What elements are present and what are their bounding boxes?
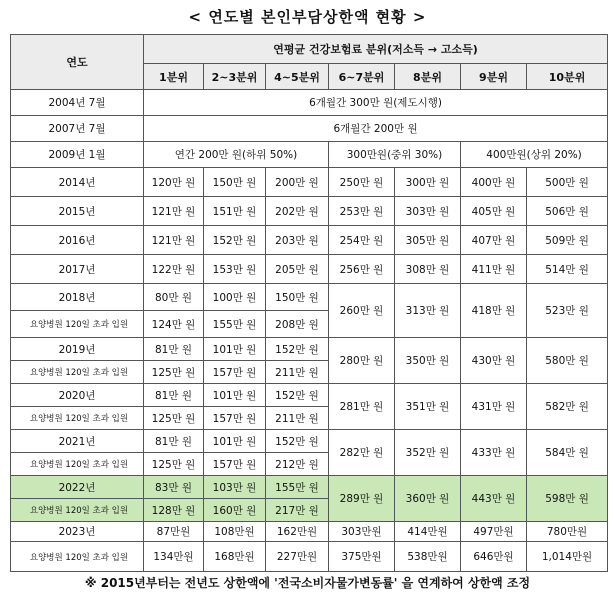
value-cell: 580만 원 [527,338,608,384]
value-cell: 151만 원 [204,197,266,226]
value-cell: 351만 원 [395,384,461,430]
value-cell: 100만 원 [204,284,266,311]
year-cell: 2009년 1월 [11,142,144,168]
value-cell: 303만 원 [395,197,461,226]
sub-label: 요양병원 120일 초과 입원 [29,552,129,563]
value-cell: 405만 원 [461,197,527,226]
value-cell: 208만 원 [266,311,329,338]
ceiling-table [10,34,608,572]
value-cell: 83만 원 [144,476,204,499]
value-cell: 157만 원 [204,407,266,430]
value-cell: 407만 원 [461,226,527,255]
value-cell: 152만 원 [266,384,329,407]
value-cell: 281만 원 [329,384,395,430]
table-row [11,197,608,226]
value-cell: 162만원 [266,522,329,542]
value-cell: 260만 원 [329,284,395,338]
value-cell: 81만 원 [144,384,204,407]
value-cell: 443만 원 [461,476,527,522]
value-cell: 122만 원 [144,255,204,284]
year-cell: 2020년 [11,384,144,407]
value-cell: 305만 원 [395,226,461,255]
table-row [11,168,608,197]
value-cell: 300만 원 [395,168,461,197]
value-cell: 152만 원 [266,430,329,453]
value-cell: 121만 원 [144,226,204,255]
value-cell: 160만 원 [204,499,266,522]
value-cell: 500만 원 [527,168,608,197]
value-cell: 598만 원 [527,476,608,522]
year-cell: 2007년 7월 [11,116,144,142]
table-row [11,338,608,361]
value-cell: 254만 원 [329,226,395,255]
value-cell: 211만 원 [266,361,329,384]
year-cell: 2017년 [11,255,144,284]
page-title: < 연도별 본인부담상한액 현황 > [188,8,427,26]
col-header: 2~3분위 [204,64,266,90]
value-cell: 646만원 [461,542,527,572]
col-header: 8분위 [395,64,461,90]
year-cell: 2014년 [11,168,144,197]
value-cell: 538만원 [395,542,461,572]
value-cell: 125만 원 [144,361,204,384]
table-row [11,142,608,168]
value-cell: 120만 원 [144,168,204,197]
value-cell: 80만 원 [144,284,204,311]
table-row [11,226,608,255]
value-cell: 108만원 [204,522,266,542]
year-cell: 2023년 [11,522,144,542]
value-cell: 128만 원 [144,499,204,522]
value-cell: 509만 원 [527,226,608,255]
year-cell: 2019년 [11,338,144,361]
value-cell: 134만원 [144,542,204,572]
value-cell: 289만 원 [329,476,395,522]
value-cell: 217만 원 [266,499,329,522]
value-cell: 6개월간 200만 원 [144,116,608,142]
sub-label-cell [11,407,144,430]
value-cell: 125만 원 [144,453,204,476]
value-cell: 153만 원 [204,255,266,284]
value-cell: 6개월간 300만 원(제도시행) [144,90,608,116]
year-header: 연도 [11,35,144,90]
col-header: 1분위 [144,64,204,90]
value-cell: 연간 200만 원(하위 50%) [144,142,329,168]
value-cell: 157만 원 [204,453,266,476]
value-cell: 205만 원 [266,255,329,284]
table-row [11,90,608,116]
sub-label: 요양병원 120일 초과 입원 [29,506,129,516]
decile-group-header: 연평균 건강보험료 분위(저소득 → 고소득) [144,35,608,64]
table-row [11,522,608,542]
value-cell: 400만 원 [461,168,527,197]
table-row [11,542,608,572]
value-cell: 375만원 [329,542,395,572]
value-cell: 101만 원 [204,384,266,407]
value-cell: 1,014만원 [527,542,608,572]
value-cell: 414만원 [395,522,461,542]
col-header: 6~7분위 [329,64,395,90]
value-cell: 150만 원 [204,168,266,197]
value-cell: 253만 원 [329,197,395,226]
value-cell: 81만 원 [144,430,204,453]
value-cell: 300만원(중위 30%) [329,142,461,168]
value-cell: 200만 원 [266,168,329,197]
table-row [11,476,608,499]
year-cell: 2022년 [11,476,144,499]
value-cell: 418만 원 [461,284,527,338]
value-cell: 400만원(상위 20%) [461,142,608,168]
value-cell: 101만 원 [204,430,266,453]
sub-label-cell [11,499,144,522]
value-cell: 81만 원 [144,338,204,361]
value-cell: 313만 원 [395,284,461,338]
value-cell: 121만 원 [144,197,204,226]
value-cell: 203만 원 [266,226,329,255]
value-cell: 506만 원 [527,197,608,226]
year-cell: 2004년 7월 [11,90,144,116]
sub-label: 요양병원 120일 초과 입원 [29,460,129,470]
col-header: 9분위 [461,64,527,90]
value-cell: 124만 원 [144,311,204,338]
value-cell: 431만 원 [461,384,527,430]
value-cell: 155만 원 [204,311,266,338]
sub-label: 요양병원 120일 초과 입원 [29,368,129,378]
value-cell: 212만 원 [266,453,329,476]
sub-label: 요양병원 120일 초과 입원 [29,414,129,424]
value-cell: 103만 원 [204,476,266,499]
year-cell: 2021년 [11,430,144,453]
sub-label-cell [11,453,144,476]
value-cell: 256만 원 [329,255,395,284]
year-cell: 2015년 [11,197,144,226]
value-cell: 280만 원 [329,338,395,384]
value-cell: 584만 원 [527,430,608,476]
sub-label-cell [11,361,144,384]
col-header: 4~5분위 [266,64,329,90]
value-cell: 433만 원 [461,430,527,476]
col-header: 10분위 [527,64,608,90]
value-cell: 497만원 [461,522,527,542]
sub-label-cell [11,311,144,338]
value-cell: 211만 원 [266,407,329,430]
value-cell: 168만원 [204,542,266,572]
value-cell: 350만 원 [395,338,461,384]
table-row [11,384,608,407]
value-cell: 780만원 [527,522,608,542]
sub-label: 요양병원 120일 초과 입원 [29,320,129,330]
value-cell: 202만 원 [266,197,329,226]
value-cell: 352만 원 [395,430,461,476]
value-cell: 150만 원 [266,284,329,311]
year-cell: 2016년 [11,226,144,255]
table-row [11,284,608,311]
value-cell: 101만 원 [204,338,266,361]
table-row [11,430,608,453]
sub-label-cell [11,542,144,572]
footnote: ※ 2015년부터는 전년도 상한액에 '전국소비자물가변동률' 을 연계하여 상한액 조정 [84,576,531,590]
value-cell: 152만 원 [266,338,329,361]
value-cell: 308만 원 [395,255,461,284]
value-cell: 430만 원 [461,338,527,384]
value-cell: 303만원 [329,522,395,542]
value-cell: 87만원 [144,522,204,542]
value-cell: 157만 원 [204,361,266,384]
value-cell: 411만 원 [461,255,527,284]
value-cell: 125만 원 [144,407,204,430]
value-cell: 155만 원 [266,476,329,499]
table-row [11,116,608,142]
year-cell: 2018년 [11,284,144,311]
value-cell: 227만원 [266,542,329,572]
value-cell: 250만 원 [329,168,395,197]
value-cell: 152만 원 [204,226,266,255]
value-cell: 360만 원 [395,476,461,522]
value-cell: 514만 원 [527,255,608,284]
value-cell: 523만 원 [527,284,608,338]
value-cell: 582만 원 [527,384,608,430]
table-row [11,255,608,284]
value-cell: 282만 원 [329,430,395,476]
